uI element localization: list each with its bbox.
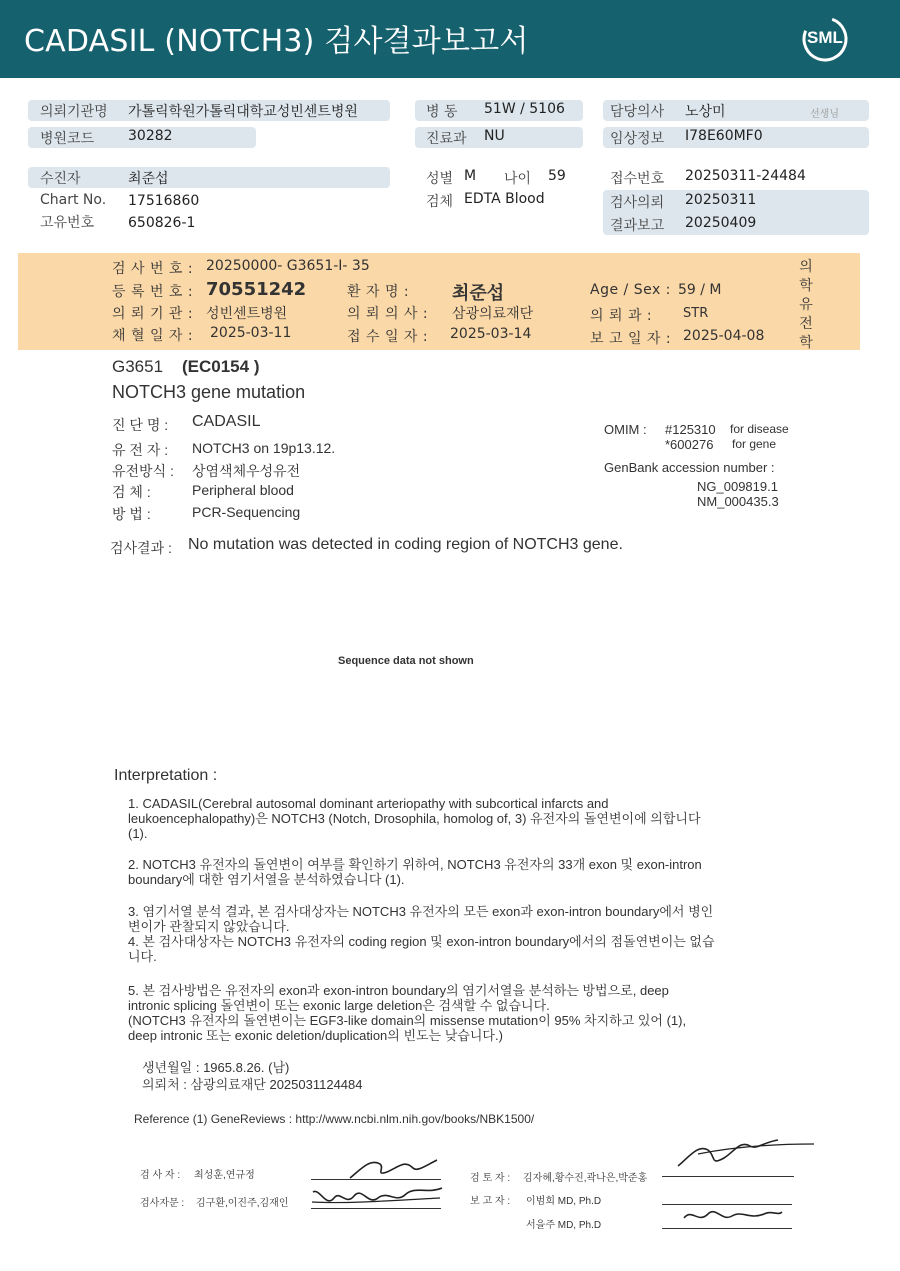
text-line: (1).	[128, 826, 148, 841]
genbank-ng: NG_009819.1	[697, 479, 778, 494]
institution-value: 가톨릭학원가톨릭대학교성빈센트병원	[128, 104, 358, 120]
reg-no-value: 70551242	[206, 279, 307, 300]
tester-signature	[345, 1150, 445, 1184]
uid-value: 650826-1	[128, 215, 196, 231]
report-date-value: 20250409	[685, 215, 757, 231]
reviewer-label: 검 토 자 :	[470, 1173, 511, 1184]
vertical-char: 유	[799, 297, 813, 313]
dept-value: NU	[484, 128, 505, 144]
reviewer-signature-line	[662, 1176, 794, 1177]
clinical-value: I78E60MF0	[685, 128, 763, 144]
genbank-nm: NM_000435.3	[697, 494, 779, 509]
vertical-char: 학	[799, 335, 813, 351]
dept-label: 진료과	[426, 131, 467, 147]
age-label: 나이	[504, 171, 532, 187]
request-label: 검사의뢰	[610, 195, 665, 211]
doctor-value: 노상미	[685, 104, 726, 120]
reference: Reference (1) GeneReviews : http://www.ncbi.nlm.nih.gov/books/NBK1500/	[134, 1112, 535, 1126]
test-code2: (EC0154 )	[182, 357, 260, 376]
chart-label: Chart No.	[40, 192, 107, 208]
text-line: boundary에 대한 염기서열을 분석하였습니다 (1).	[128, 872, 405, 887]
reporter-value-1: 이범희 MD, Ph.D	[526, 1196, 602, 1207]
clinical-label: 임상정보	[610, 131, 665, 147]
test-no-label: 검 사 번 호 :	[112, 261, 194, 277]
text-line: intronic splicing 돌연변이 또는 exonic large deletion은 검색할 수 없습니다.	[128, 998, 550, 1013]
req-dept-label: 의 뢰 과 :	[590, 308, 653, 324]
vertical-char: 학	[799, 278, 813, 294]
chart-value: 17516860	[128, 193, 200, 209]
logo-text: SML	[807, 28, 843, 47]
reporter-value-2: 서을주 MD, Ph.D	[526, 1220, 602, 1231]
rep-value: 2025-04-08	[683, 328, 765, 344]
institution-label: 의뢰기관명	[40, 104, 108, 120]
spec-label: 검 체 :	[112, 484, 151, 500]
reporter-label: 보 고 자 :	[470, 1196, 511, 1207]
test-name: NOTCH3 gene mutation	[112, 382, 306, 402]
ward-label: 병 동	[426, 104, 458, 120]
req-doc-value: 삼광의료재단	[452, 306, 534, 322]
interpretation-item-5	[128, 983, 686, 1043]
report-header	[0, 0, 900, 78]
band-inst-value: 성빈센트병원	[206, 306, 288, 322]
patient-label: 수진자	[40, 171, 81, 187]
age-sex-label: Age / Sex :	[590, 282, 671, 298]
specimen-value: EDTA Blood	[464, 191, 545, 207]
coll-label: 채 혈 일 자 :	[112, 328, 194, 344]
req-dept-value: STR	[683, 306, 709, 321]
patient-pill	[28, 167, 390, 188]
gene-label: 유 전 자 :	[112, 442, 169, 458]
method-value: PCR-Sequencing	[192, 504, 301, 520]
coll-value: 2025-03-11	[210, 325, 292, 341]
text-line: deep intronic 또는 exonic deletion/duplication의 빈도는 낮습니다.)	[128, 1028, 503, 1043]
diag-label: 진 단 명 :	[112, 417, 169, 433]
age-value: 59	[548, 168, 566, 184]
reg-no-label: 등 록 번 호 :	[112, 284, 194, 300]
doctor-suffix: 선생님	[810, 109, 839, 120]
method-label: 방 법 :	[112, 506, 151, 522]
text-line: 3. 염기서열 분석 결과, 본 검사대상자는 NOTCH3 유전자의 모든 exon과 exon-intron boundary에서 병인	[128, 904, 714, 919]
result-value: No mutation was detected in coding region of NOTCH3 gene.	[188, 536, 623, 553]
sex-label: 성별	[426, 171, 454, 187]
tester-label: 검 사 자 :	[140, 1170, 181, 1181]
req-doc-label: 의 뢰 의 사 :	[347, 306, 429, 322]
gene-value: NOTCH3 on 19p13.12.	[192, 440, 336, 456]
interpretation-title: Interpretation :	[114, 767, 218, 784]
uid-label: 고유번호	[40, 215, 95, 231]
inherit-value: 상염색체우성유전	[192, 463, 301, 479]
recv-value: 2025-03-14	[450, 326, 532, 342]
vertical-dept-label	[798, 258, 814, 353]
sml-logo	[800, 14, 850, 64]
test-code: G3651	[112, 357, 164, 376]
band-inst-label: 의 뢰 기 관 :	[112, 306, 194, 322]
text-line: 1. CADASIL(Cerebral autosomal dominant arteriopathy with subcortical infarcts and	[128, 796, 609, 811]
receipt-label: 접수번호	[610, 171, 665, 187]
doctor-label: 담당의사	[610, 104, 665, 120]
omim-gene: *600276	[665, 437, 714, 452]
text-line: 변이가 관찰되지 않았습니다.	[128, 919, 290, 934]
text-line: leukoencephalopathy)은 NOTCH3 (Notch, Drosophila, homolog of, 3) 유전자의 돌연변이에 의합니다	[128, 811, 701, 826]
reviewer-signature	[668, 1130, 818, 1174]
interpretation-item-2	[128, 857, 702, 887]
omim-label: OMIM :	[604, 422, 647, 437]
band-patient-label: 환 자 명 :	[347, 284, 410, 300]
advisor-signature	[308, 1180, 448, 1214]
reporter2-signature-line	[662, 1228, 792, 1229]
vertical-char: 전	[799, 316, 813, 332]
sequence-note: Sequence data not shown	[338, 655, 474, 667]
receipt-value: 20250311-24484	[685, 168, 806, 184]
hospital-code-value: 30282	[128, 128, 173, 144]
reporter2-signature	[678, 1202, 788, 1228]
diag-value: CADASIL	[192, 413, 261, 430]
reviewer-value: 김자혜,황수진,곽나은,박준홍	[523, 1173, 648, 1184]
genbank-label: GenBank accession number :	[604, 460, 775, 475]
omim-gene-note: for gene	[732, 437, 777, 451]
interpretation-item-3-4	[128, 904, 715, 964]
birth-date: 생년월일 : 1965.8.26. (남)	[142, 1060, 290, 1075]
text-line: 2. NOTCH3 유전자의 돌연변이 여부를 확인하기 위하여, NOTCH3 유전자의 33개 exon 및 exon-intron	[128, 857, 702, 872]
spec-value: Peripheral blood	[192, 482, 294, 498]
specimen-label: 검체	[426, 194, 454, 210]
recv-label: 접 수 일 자 :	[347, 329, 429, 345]
test-no-value: 20250000- G3651-I- 35	[206, 258, 370, 274]
result-label: 검사결과 :	[110, 540, 172, 556]
text-line: 5. 본 검사방법은 유전자의 exon과 exon-intron boundary의 염기서열을 분석하는 방법으로, deep	[128, 983, 669, 998]
ward-value: 51W / 5106	[484, 101, 565, 117]
text-line: 4. 본 검사대상자는 NOTCH3 유전자의 coding region 및 exon-intron boundary에서의 점돌연변이는 없습	[128, 934, 715, 949]
hospital-code-label: 병원코드	[40, 131, 95, 147]
vertical-char: 의	[799, 259, 813, 275]
sex-value: M	[464, 168, 477, 184]
patient-value: 최준섭	[128, 171, 169, 187]
band-patient-value: 최준섭	[452, 283, 505, 304]
age-sex-value: 59 / M	[678, 282, 722, 298]
tester-value: 최성훈,연규정	[194, 1170, 255, 1181]
text-line: (NOTCH3 유전자의 돌연변이는 EGF3-like domain의 missense mutation이 95% 차지하고 있어 (1),	[128, 1013, 687, 1028]
omim-disease-note: for disease	[730, 422, 789, 436]
advisor-label: 검사자문 :	[140, 1198, 185, 1209]
interpretation-item-1	[128, 796, 701, 841]
omim-disease: #125310	[665, 422, 716, 437]
report-date-label: 결과보고	[610, 218, 665, 234]
rep-label: 보 고 일 자 :	[590, 331, 672, 347]
referrer: 의뢰처 : 삼광의료재단 2025031124484	[142, 1077, 363, 1092]
text-line: 니다.	[128, 949, 157, 964]
request-value: 20250311	[685, 192, 757, 208]
inherit-label: 유전방식 :	[112, 463, 174, 479]
report-title: CADASIL (NOTCH3) 검사결과보고서	[24, 24, 529, 59]
advisor-value: 김구환,이진주,김재인	[196, 1198, 289, 1209]
